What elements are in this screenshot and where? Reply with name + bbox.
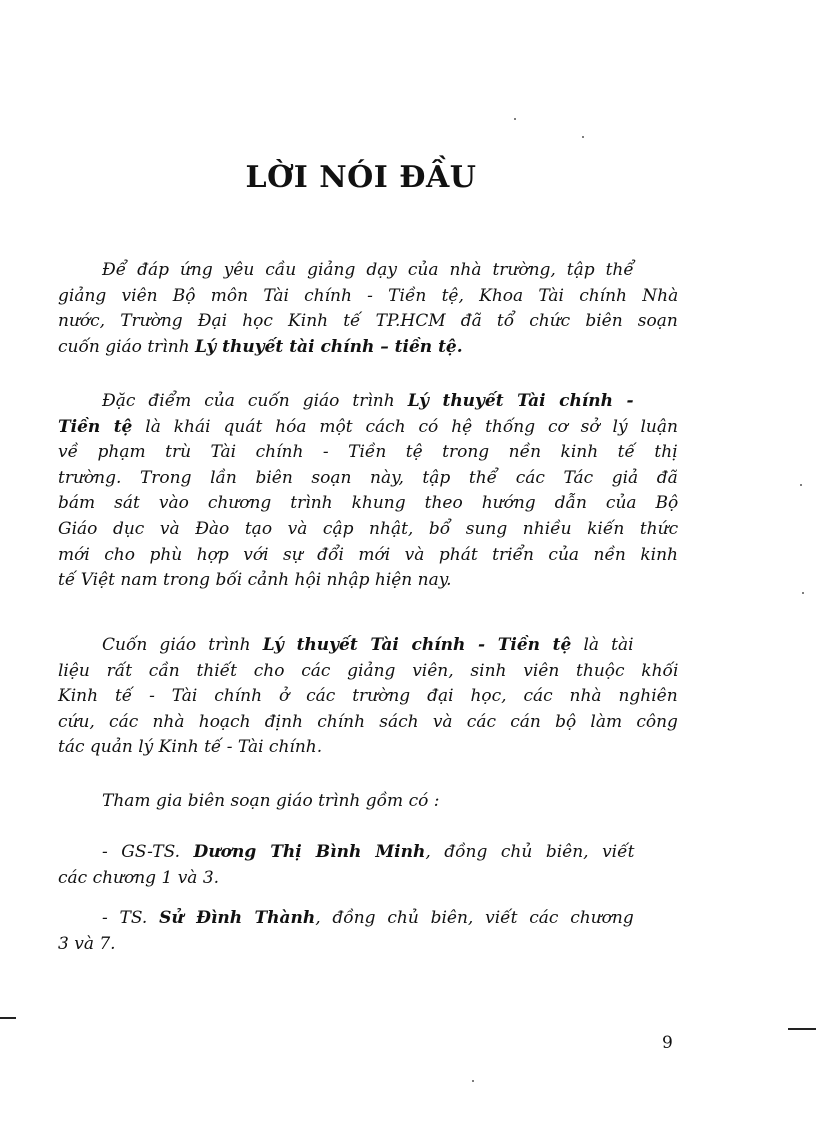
text-line	[58, 633, 678, 659]
text-segment: là khái quát hóa một cách có hệ thống cơ sở lý luận	[145, 416, 678, 437]
scan-edge-mark	[0, 1017, 16, 1019]
book-title: Lý thuyết Tài chính -	[407, 391, 634, 411]
contributor-name: Dương Thị Bình Minh	[193, 842, 426, 862]
text-line: nước, Trường Đại học Kinh tế TP.HCM đã tổ chức biên soạn	[58, 311, 678, 332]
book-title: Lý thuyết tài chính – tiền tệ.	[195, 336, 463, 357]
text-line: về phạm trù Tài chính - Tiền tệ trong nền kinh tế thị	[58, 442, 678, 463]
text-segment: , đồng chủ biên, viết các chương	[315, 908, 634, 928]
text-line: liệu rất cần thiết cho các giảng viên, sinh viên thuộc khối	[58, 660, 679, 681]
paragraph-contributors-intro	[58, 789, 678, 815]
page-number: 9	[662, 1033, 673, 1053]
text-line: Kinh tế - Tài chính ở các trường đại học, các nhà nghiên	[58, 686, 678, 707]
scan-speck	[472, 1080, 474, 1082]
scan-speck	[514, 118, 516, 120]
paragraph-intro	[58, 258, 678, 360]
contributor-name: Sử Đình Thành	[159, 908, 316, 928]
text-segment: Đặc điểm của cuốn giáo trình	[102, 391, 395, 411]
text-segment: Cuốn giáo trình	[102, 635, 251, 655]
text-line: tế Việt nam trong bối cảnh hội nhập hiện nay.	[58, 570, 452, 591]
text-line: mới cho phù hợp với sự đổi mới và phát triển của nền kinh	[58, 544, 678, 565]
text-segment: cuốn giáo trình	[58, 336, 190, 357]
text-line: cứu, các nhà hoạch định chính sách và các cán bộ làm công	[58, 711, 678, 732]
text-segment: là tài	[583, 635, 634, 655]
text-line: Giáo dục và Đào tạo và cập nhật, bổ sung nhiều kiến thức	[58, 518, 679, 539]
text-line: Để đáp ứng yêu cầu giảng dạy của nhà trường, tập thể	[102, 260, 634, 280]
contributor-title: - TS.	[102, 908, 148, 928]
text-line	[58, 389, 678, 415]
text-segment: , đồng chủ biên, viết	[425, 842, 635, 862]
text-line: giảng viên Bộ môn Tài chính - Tiền tệ, Khoa Tài chính Nhà	[58, 285, 679, 306]
text-line: tác quản lý Kinh tế - Tài chính.	[58, 737, 323, 758]
scan-edge-mark	[788, 1028, 816, 1030]
contributor-item	[58, 840, 678, 891]
paragraph-features	[58, 389, 678, 594]
book-title: Lý thuyết Tài chính - Tiền tệ	[262, 635, 572, 655]
scan-speck	[582, 136, 584, 138]
text-line: trường. Trong lần biên soạn này, tập thể các Tác giả đã	[58, 467, 678, 488]
text-line	[58, 415, 678, 441]
text-line: bám sát vào chương trình khung theo hướng dẫn của Bộ	[58, 493, 679, 514]
scan-speck	[802, 592, 804, 594]
text-line	[58, 840, 678, 866]
text-line	[58, 906, 678, 932]
page-title: LỜI NÓI ĐẦU	[245, 160, 477, 195]
text-line	[58, 335, 678, 361]
contributor-item	[58, 906, 678, 957]
text-line: 3 và 7.	[58, 933, 116, 954]
scan-speck	[800, 484, 802, 486]
paragraph-audience	[58, 633, 678, 761]
contributor-title: - GS-TS.	[102, 842, 181, 862]
text-line: các chương 1 và 3.	[58, 867, 220, 888]
book-title-end: Tiền tệ	[58, 416, 133, 437]
text-line: Tham gia biên soạn giáo trình gồm có :	[102, 791, 440, 811]
